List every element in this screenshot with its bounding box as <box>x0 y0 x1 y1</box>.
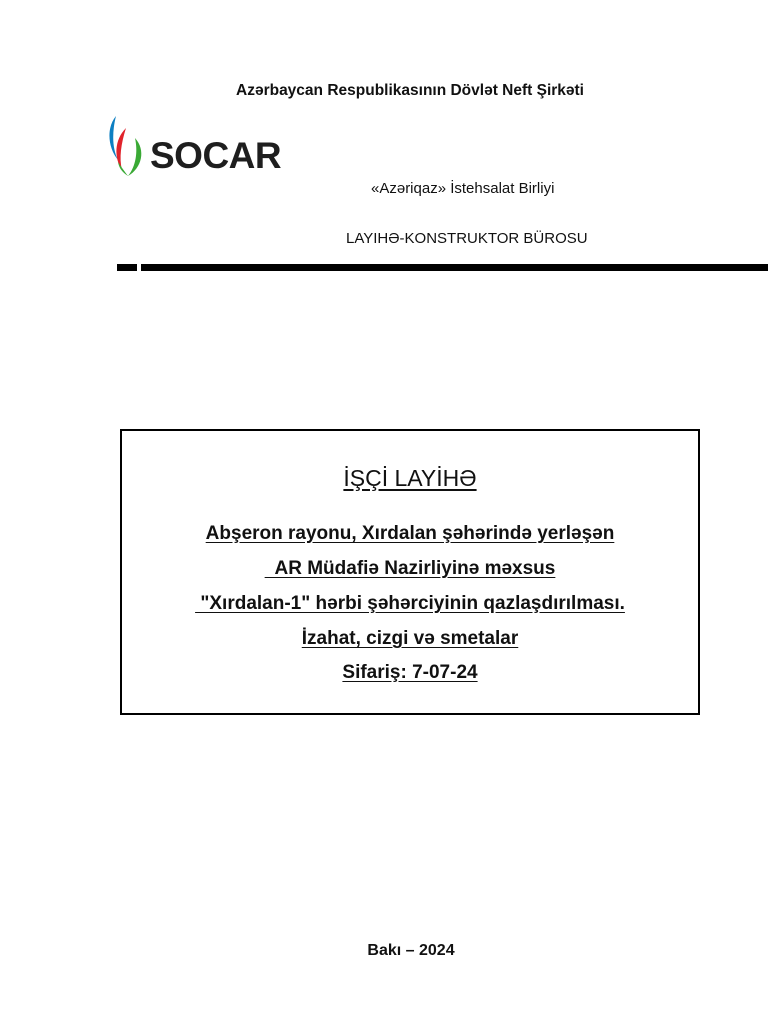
project-line: İzahat, cizgi və smetalar <box>301 628 519 649</box>
project-line: Abşeron rayonu, Xırdalan şəhərində yerləşən <box>205 523 615 544</box>
organization-title: Azərbaycan Respublikasının Dövlət Neft Şirkəti <box>236 82 584 99</box>
order-number: Sifariş: 7-07-24 <box>342 662 478 683</box>
project-line: "Xırdalan-1" hərbi şəhərciyinin qazlaşdırılması. <box>195 593 625 614</box>
bureau-name: LAYIHƏ-KONSTRUKTOR BÜROSU <box>346 230 588 247</box>
production-union: «Azəriqaz» İstehsalat Birliyi <box>371 180 555 197</box>
project-title: İŞÇİ LAYİHƏ <box>343 465 477 491</box>
socar-logo <box>106 112 286 180</box>
header-divider <box>117 264 738 273</box>
flame-icon <box>106 112 150 180</box>
logo-wordmark: SOCAR <box>150 135 282 176</box>
project-line: AR Müdafiə Nazirliyinə məxsus <box>264 558 556 579</box>
project-frame <box>120 429 700 715</box>
city-year: Bakı – 2024 <box>367 942 455 959</box>
